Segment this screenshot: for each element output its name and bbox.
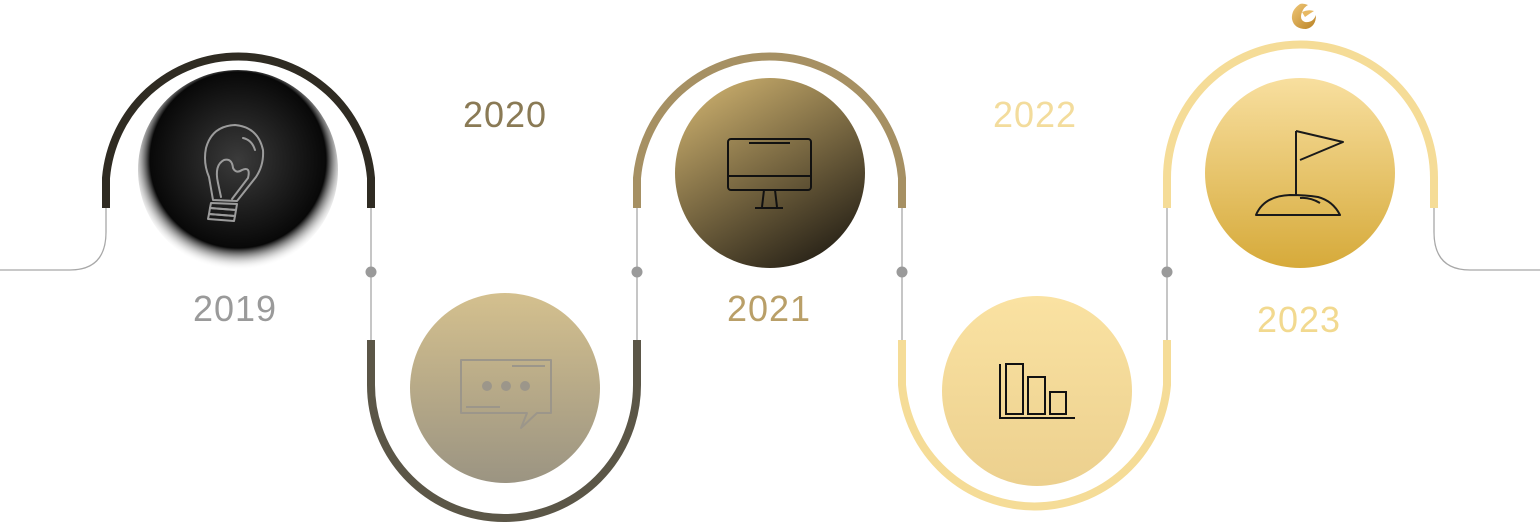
connector-dot (632, 267, 643, 278)
milestone-circle-2023 (1205, 78, 1395, 268)
year-label-2019: 2019 (192, 288, 278, 329)
milestone-circle-2019 (138, 70, 338, 270)
year-label-2022: 2022 (992, 94, 1078, 135)
year-label-2021: 2021 (726, 288, 812, 329)
phoenix-icon (1292, 4, 1316, 29)
connector-dot (1162, 267, 1173, 278)
connector-dots (366, 267, 1173, 278)
milestone-circle-2021 (675, 78, 865, 268)
milestone-circle-2022 (942, 296, 1132, 486)
connector-dot (897, 267, 908, 278)
year-label-2023: 2023 (1256, 299, 1342, 340)
year-label-2020: 2020 (462, 94, 548, 135)
connector-dot (366, 267, 377, 278)
